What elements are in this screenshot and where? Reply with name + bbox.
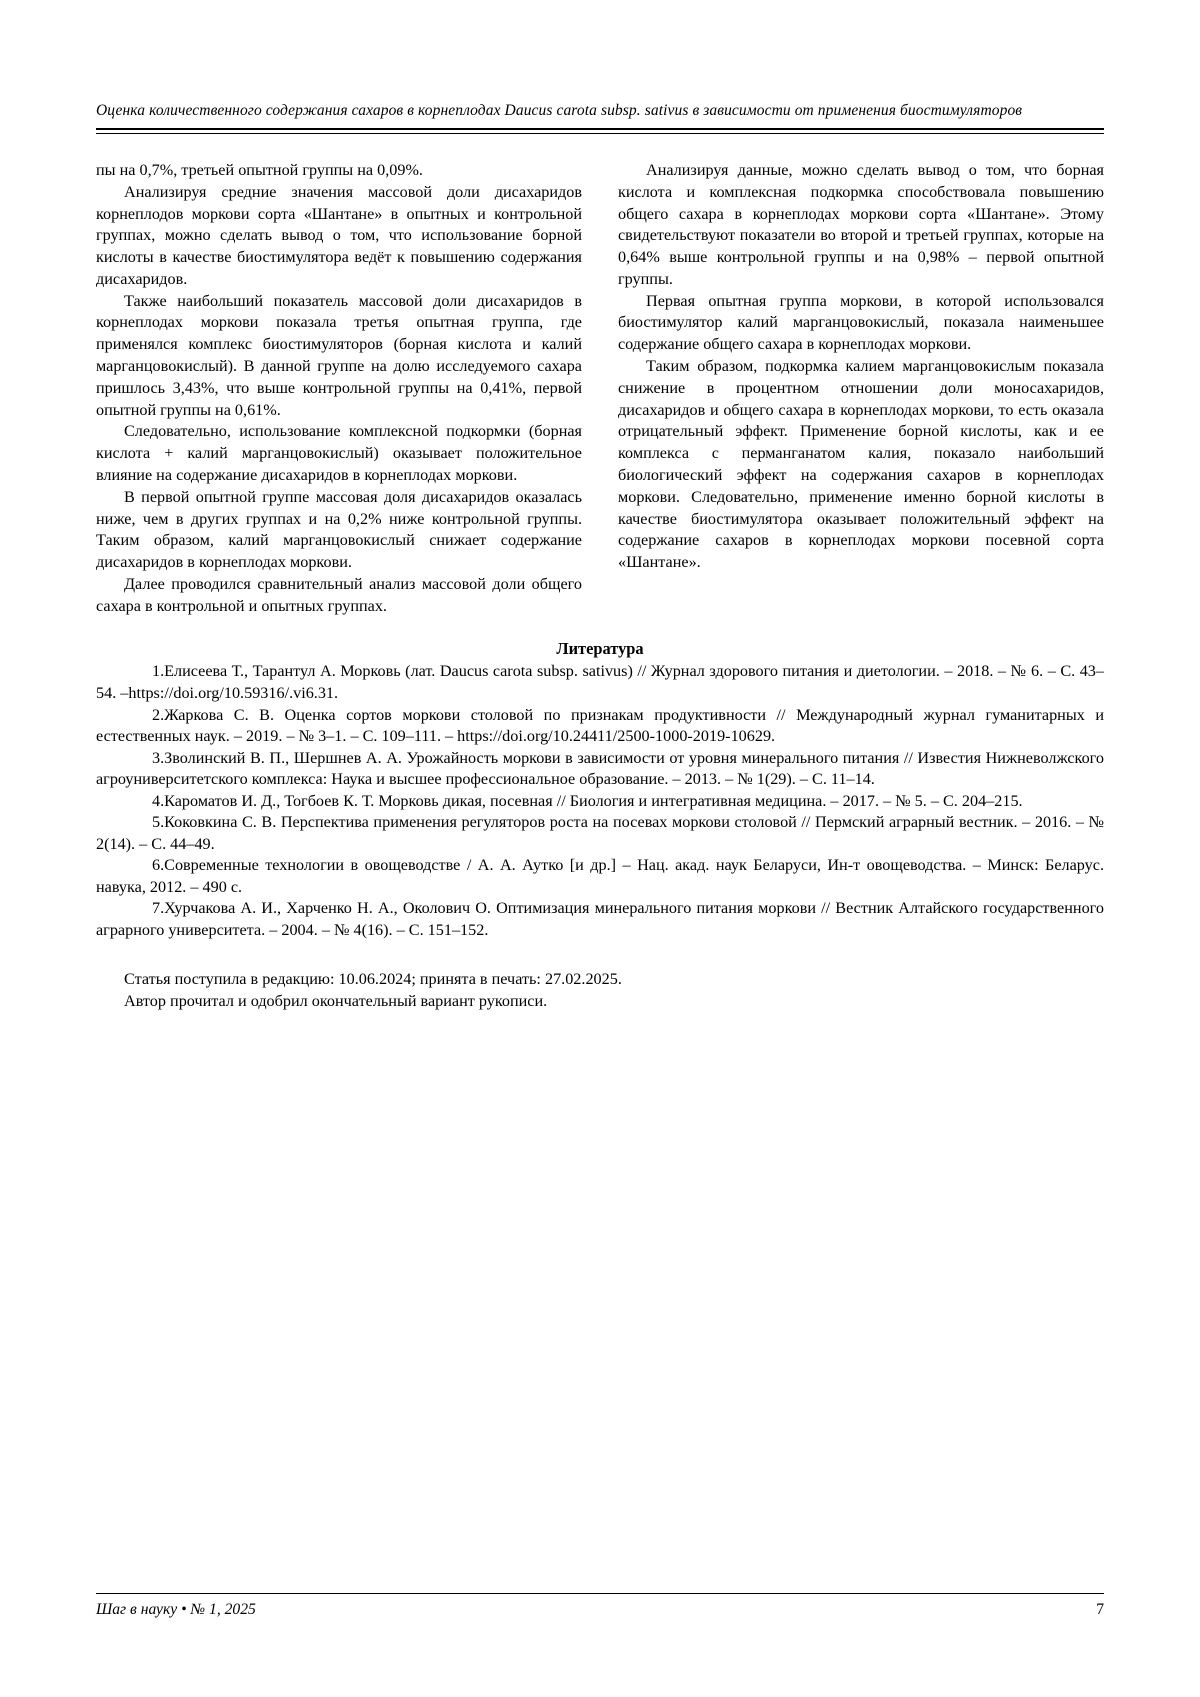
header-divider xyxy=(96,128,1104,134)
journal-name: Шаг в науку • № 1, 2025 xyxy=(96,1601,256,1618)
reference-number: 2. xyxy=(152,705,165,724)
reference-item xyxy=(96,812,1104,855)
reference-item xyxy=(96,855,1104,898)
page-number: 7 xyxy=(1096,1601,1104,1618)
reference-item xyxy=(96,791,1104,813)
footer-divider xyxy=(96,1593,1104,1594)
reference-item xyxy=(96,661,1104,704)
body-paragraph: Далее проводился сравнительный анализ массовой доли общего сахара в контрольной и опытных группах. xyxy=(96,574,582,615)
reference-text: Зволинский В. П., Шершнев А. А. Урожайность моркови в зависимости от уровня минерального питания // Известия Нижневолжского агроуниверситетского комплекса: Наука и высшее профессиональное образование. – 2013. – № 1(29). – С. 11–14. xyxy=(96,748,1104,789)
reference-text: Жаркова С. В. Оценка сортов моркови столовой по признакам продуктивности // Международный журнал гуманитарных и естественных наук. – 2019. – № 3–1. – С. 109–111. – https://doi.org/10.24411/2500-1000-2019-10629. xyxy=(96,705,1104,746)
body-paragraph: Таким образом, подкормка калием марганцовокислым показала снижение в процентном отношении доли моносахаридов, дисахаридов и общего сахара в корнеплодах моркови, то есть оказала отрицательный эффект. Применение борной кислоты, как и ее комплекса с перманганатом калия, показало наибольший биологический эффект на содержания сахаров в корнеплодах моркови. Следовательно, применение именно борной кислоты в качестве биостимулятора оказывает положительный эффект на содержание сахаров в корнеплодах моркови посевной сорта «Шантане». xyxy=(618,357,1104,572)
article-tail xyxy=(96,968,1104,1013)
reference-number: 7. xyxy=(152,899,165,918)
body-columns xyxy=(96,160,1104,617)
page-footer xyxy=(96,1593,1104,1619)
reference-item xyxy=(96,898,1104,941)
running-head: Оценка количественного содержания сахаров в корнеплодах Daucus carota subsp. sativus в зависимости от применения биостимуляторов xyxy=(96,102,1023,119)
body-paragraph: Первая опытная группа моркови, в которой использовался биостимулятор калий марганцовокислый, показала наименьшее содержание общего сахара в корнеплодах моркови. xyxy=(618,291,1104,354)
body-paragraph: пы на 0,7%, третьей опытной группы на 0,09%. xyxy=(96,161,423,179)
body-paragraph: В первой опытной группе массовая доля дисахаридов оказалась ниже, чем в других группах и на 0,2% ниже контрольной группы. Таким образом, калий марганцовокислый снижает содержание дисахаридов в корнеплодах моркови. xyxy=(96,487,582,572)
reference-number: 6. xyxy=(152,856,165,875)
reference-number: 1. xyxy=(152,662,165,681)
author-approval: Автор прочитал и одобрил окончательный вариант рукописи. xyxy=(124,991,548,1010)
reference-item xyxy=(96,705,1104,748)
reference-text: Елисеева Т., Тарантул А. Морковь (лат. Daucus carota subsp. sativus) // Журнал здорового питания и диетологии. – 2018. – № 6. – С. 43–54. –https://doi.org/10.59316/.vi6.31. xyxy=(96,662,1104,702)
reference-text: Коковкина С. В. Перспектива применения регуляторов роста на посевах моркови столовой // Пермский аграрный вестник. – 2016. – № 2(14). – С. 44–49. xyxy=(96,813,1104,853)
reference-number: 4. xyxy=(152,791,165,810)
body-paragraph: Следовательно, использование комплексной подкормки (борная кислота + калий марганцовокислый) оказывает положительное влияние на содержание дисахаридов в корнеплодах моркови. xyxy=(96,422,582,484)
body-paragraph: Также наибольший показатель массовой доли дисахаридов в корнеплодах моркови показала третья опытная группа, где применялся комплекс биостимуляторов (борная кислота и калий марганцовокислый). В данной группе на долю исследуемого сахара пришлось 3,43%, что выше контрольной группы на 0,41%, первой опытной группы на 0,61%. xyxy=(96,291,582,419)
reference-text: Кароматов И. Д., Тогбоев К. Т. Морковь дикая, посевная // Биология и интегративная медицина. – 2017. – № 5. – С. 204–215. xyxy=(164,791,1023,810)
reference-text: Современные технологии в овощеводстве / А. А. Аутко [и др.] – Нац. акад. наук Беларуси, Ин-т овощеводства. – Минск: Беларус. навука, 2012. – 490 с. xyxy=(96,856,1104,896)
reference-number: 5. xyxy=(152,813,165,832)
references-list xyxy=(96,661,1104,941)
references-heading: Литература xyxy=(556,639,644,659)
footer-row xyxy=(96,1601,1104,1619)
body-paragraph: Анализируя средние значения массовой доли дисахаридов корнеплодов моркови сорта «Шантане» в опытных и контрольной группах, можно сделать вывод о том, что использование борной кислоты в качестве биостимулятора ведёт к повышению содержания дисахаридов. xyxy=(96,182,582,288)
reference-number: 3. xyxy=(152,748,165,767)
reference-text: Хурчакова А. И., Харченко Н. А., Околович О. Оптимизация минерального питания моркови // Вестник Алтайского государственного аграрного университета. – 2004. – № 4(16). – С. 151–152. xyxy=(96,899,1104,939)
submission-dates: Статья поступила в редакцию: 10.06.2024; принята в печать: 27.02.2025. xyxy=(124,969,622,988)
body-paragraph: Анализируя данные, можно сделать вывод о том, что борная кислота и комплексная подкормка способствовала повышению общего сахара в корнеплодах моркови сорта «Шантане». Этому свидетельствуют показатели во второй и третьей группах, которые на 0,64% выше контрольной группы и на 0,98% – первой опытной группы. xyxy=(618,161,1104,288)
reference-item xyxy=(96,748,1104,791)
